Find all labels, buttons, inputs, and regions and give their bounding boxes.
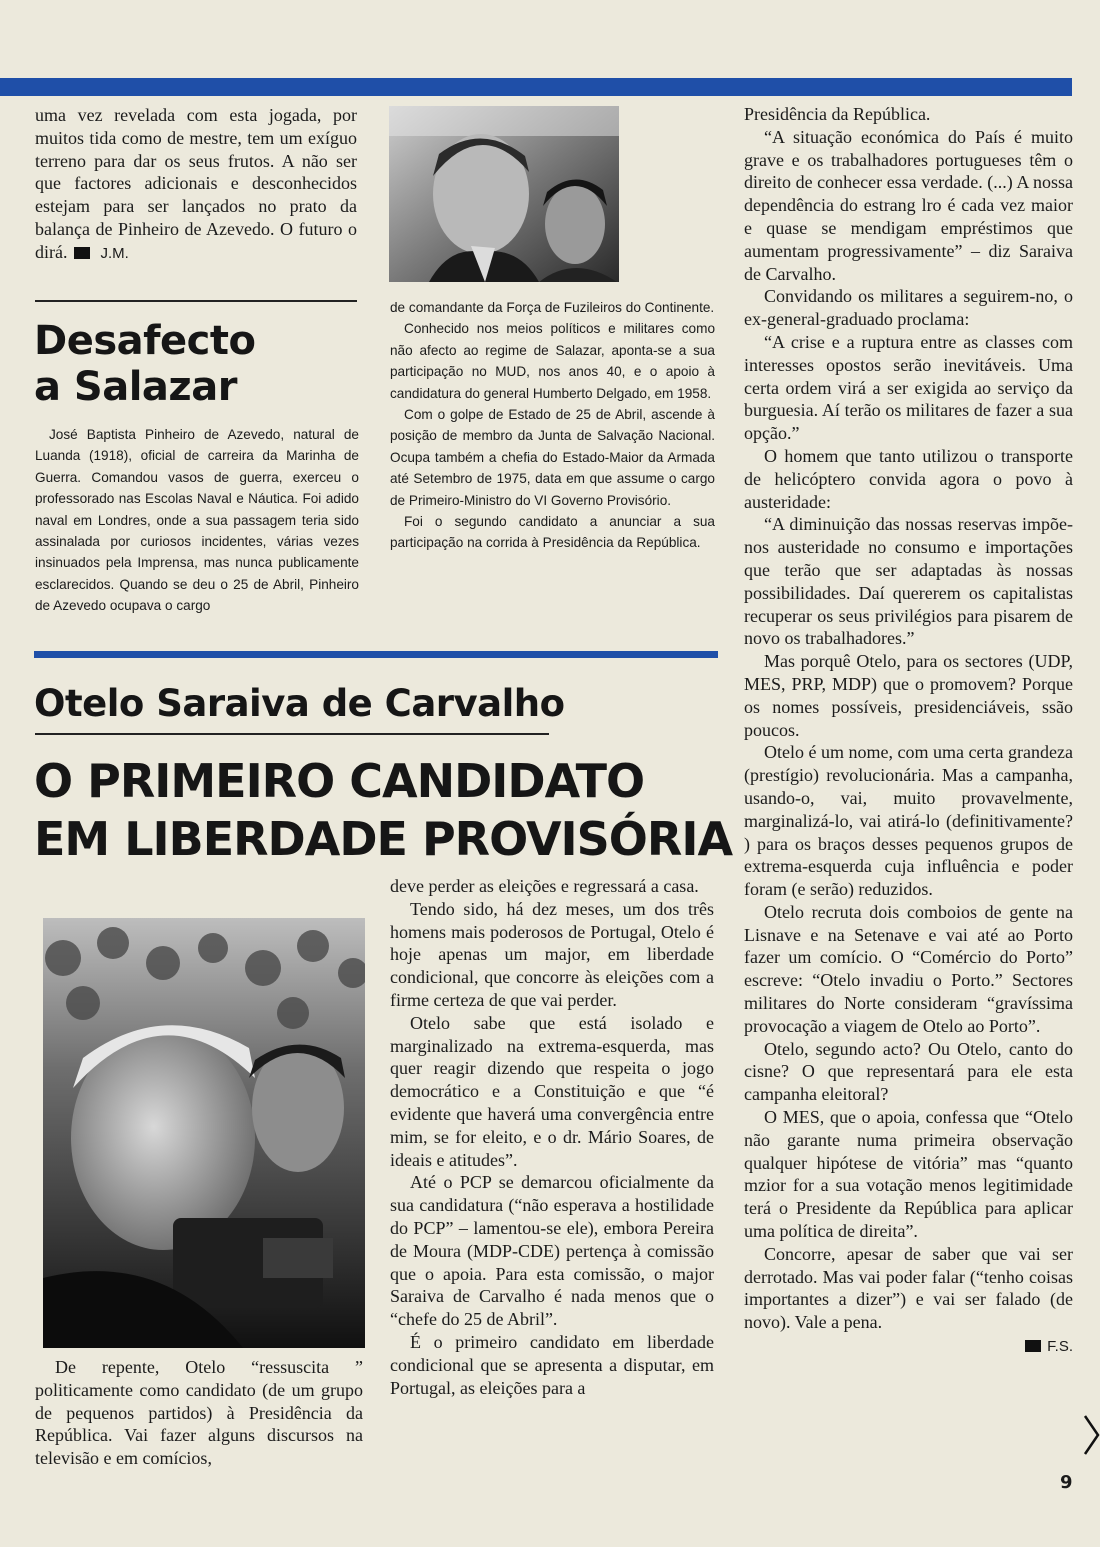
article-col3-paragraph: Otelo é um nome, com uma certa grandeza (prestígio) revolucionária. Mas a campanha, usando-o, vai, muito provavelmente, marginalizá-lo, vai atirá-lo (definitivamente? ) para os braços desses pequenos grupos de extrema-esquerda cuja influência e poder foram (e serão) reduzidos. <box>744 742 1073 900</box>
previous-article-signature: J.M. <box>100 244 129 262</box>
pinheiro-de-azevedo-photo <box>389 106 619 282</box>
article-kicker: Otelo Saraiva de Carvalho <box>34 682 565 725</box>
article-blue-rule <box>34 651 718 658</box>
article-col3-paragraph: Presidência da República. <box>744 104 931 124</box>
article-signature: F.S. <box>1047 1338 1073 1356</box>
otelo-crowd-photo <box>43 918 365 1348</box>
article-col3-paragraph: “A diminuição das nossas reservas impõe-nos austeridade no consumo e importações que terão que ser adaptadas às nossas possibilidades. Daí quererem os capitalistas recuperar os seus privilégios para pisarem de novo os trabalhadores.” <box>744 514 1073 649</box>
sidebar-body-col2-paragraph: de comandante da Força de Fuzileiros do Continente. <box>390 300 715 315</box>
sidebar-title <box>34 318 255 410</box>
top-blue-rule <box>0 78 1072 96</box>
end-square-icon <box>74 247 90 259</box>
article-col2-paragraph: deve perder as eleições e regressará a casa. <box>390 876 699 896</box>
article-col3-paragraph: O MES, que o apoia, confessa que “Otelo não garante numa primeira observação qualquer hipótese de vitória” mas “quanto mzior for a sua votação menos legitimidade terá o Presidente da República para aplicar uma política de direita”. <box>744 1107 1073 1242</box>
article-col3-paragraph: Otelo, segundo acto? Ou Otelo, canto do cisne? O que representará para ele esta campanha eleitoral? <box>744 1038 1073 1105</box>
article-col1 <box>35 1356 363 1470</box>
sidebar-body-col2-paragraph: Foi o segundo candidato a anunciar a sua participação na corrida à Presidência da República. <box>390 514 715 551</box>
sidebar-title-line2: a Salazar <box>34 364 237 410</box>
kicker-underline <box>35 733 549 735</box>
sidebar-body-col2-paragraph: Conhecido nos meios políticos e militares como não afecto ao regime de Salazar, aponta-se a sua participação no MUD, nos anos 40, e o apoio à candidatura do general Humberto Delgado, em 1958. <box>390 321 715 401</box>
sidebar-body-col2-paragraph: Com o golpe de Estado de 25 de Abril, ascende à posição de membro da Junta de Salvação Nacional. Ocupa também a chefia do Estado-Maior da Armada até Setembro de 1975, data em que assume o cargo de Primeiro-Ministro do VI Governo Provisório. <box>390 407 715 508</box>
sidebar-body-col1 <box>35 424 359 617</box>
sidebar-body-col1-text: José Baptista Pinheiro de Azevedo, natural de Luanda (1918), oficial de carreira da Marinha de Guerra. Comandou vasos de guerra, exerceu o professorado nas Escolas Naval e Náutica. Foi adido naval em Londres, onde a sua passagem teria sido assinalada por curiosos incidentes, várias vezes insinuados pela Imprensa, mas nunca publicamente esclarecidos. Quando se deu o 25 de Abril, Pinheiro de Azevedo ocupava o cargo <box>35 427 359 614</box>
sidebar-title-line1: Desafecto <box>34 318 256 364</box>
article-col2-paragraph: Tendo sido, há dez meses, um dos três homens mais poderosos de Portugal, Otelo é hoje apenas um major, em liberdade condicional, que concorre às eleições com a firme certeza de que vai perder. <box>390 898 714 1010</box>
article-headline-line1: O PRIMEIRO CANDIDATO <box>34 754 645 808</box>
sidebar-top-rule <box>35 300 357 302</box>
article-col3-paragraph: Mas porquê Otelo, para os sectores (UDP, MES, PRP, MDP) que o promovem? Porque os nomes possíveis, presidenciáveis, ssão poucos. <box>744 651 1073 740</box>
article-col3-paragraph: “A crise e a ruptura entre as classes com interesses opostos serão inevitáveis. Uma certa ordem virá a ser exigida ao serviço da burguesia. Aí terão os militares de fazer a sua opção.” <box>744 331 1073 444</box>
previous-article-ending <box>35 104 357 266</box>
article-col3-paragraph: Convidando os militares a seguirem-no, o ex-general-graduado proclama: <box>744 286 1073 330</box>
article-headline <box>34 752 732 868</box>
article-col3-paragraph: O homem que tanto utilizou o transporte de helicóptero convida agora o povo à austeridade: <box>744 445 1073 512</box>
continue-chevron-icon <box>1083 1414 1100 1456</box>
page-number: 9 <box>1060 1472 1073 1493</box>
article-col2 <box>390 875 714 1399</box>
article-col2-paragraph: Até o PCP se demarcou oficialmente da sua candidatura (“não esperava a hostilidade do PCP” – lamentou-se ele), embora Pereira de Moura (MDP-CDE) pertença à comissão que o apoia. Para esta comissão, o major Saraiva de Carvalho é nada menos que o “chefe do 25 de Abril”. <box>390 1172 714 1330</box>
article-signature-line <box>744 1334 1073 1359</box>
sidebar-body-col2 <box>390 297 715 554</box>
article-col2-paragraph: Otelo sabe que está isolado e marginalizado na extrema-esquerda, mas quer reagir dizendo que respeita o jogo democrático e a Constituição e que “é evidente que haverá uma convergência entre mim, se for eleito, e o dr. Mário Soares, de ideais e atitudes”. <box>390 1012 714 1170</box>
article-col3 <box>744 103 1073 1359</box>
article-col2-paragraph: É o primeiro candidato em liberdade condicional que se apresenta a disputar, em Portugal, as eleições para a <box>390 1331 714 1398</box>
article-col3-paragraph: Concorre, apesar de saber que vai ser derrotado. Mas vai poder falar (“tenho coisas importantes a dizer”) e vai ser falado (de novo). Vale a pena. <box>744 1243 1073 1333</box>
article-col3-paragraph: “A situação económica do País é muito grave e os trabalhadores portugueses têm o direito de conhecer essa verdade. (...) A nossa dependência do estrang lro é cada vez maior e quase se mendigam empréstimos que aumentam progressivamente” – diz Saraiva de Carvalho. <box>744 126 1073 284</box>
article-col3-paragraph: Otelo recruta dois comboios de gente na Lisnave e na Setenave e vai até ao Porto fazer um comício. O “Comércio do Porto” escreve: “Otelo invadiu o Porto.” Sectores militares do Norte consideram “gravíssima provocação a viagem de Otelo ao Porto”. <box>744 901 1073 1036</box>
article-col1-text: De repente, Otelo “ressuscita ” politicamente como candidato (de um grupo de pequenos partidos) à Presidência da República. Vai fazer alguns discursos na televisão e em comícios, <box>35 1357 363 1469</box>
article-headline-line2: EM LIBERDADE PROVISÓRIA <box>34 812 733 866</box>
end-square-icon <box>1025 1340 1041 1352</box>
previous-article-text: uma vez revelada com esta jogada, por muitos tida como de mestre, tem um exíguo terreno para dar os seus frutos. A não ser que factores adicionais e desconhecidos estejam para ser lançados no prato da balança de Pinheiro de Azevedo. O futuro o dirá. <box>35 105 357 262</box>
